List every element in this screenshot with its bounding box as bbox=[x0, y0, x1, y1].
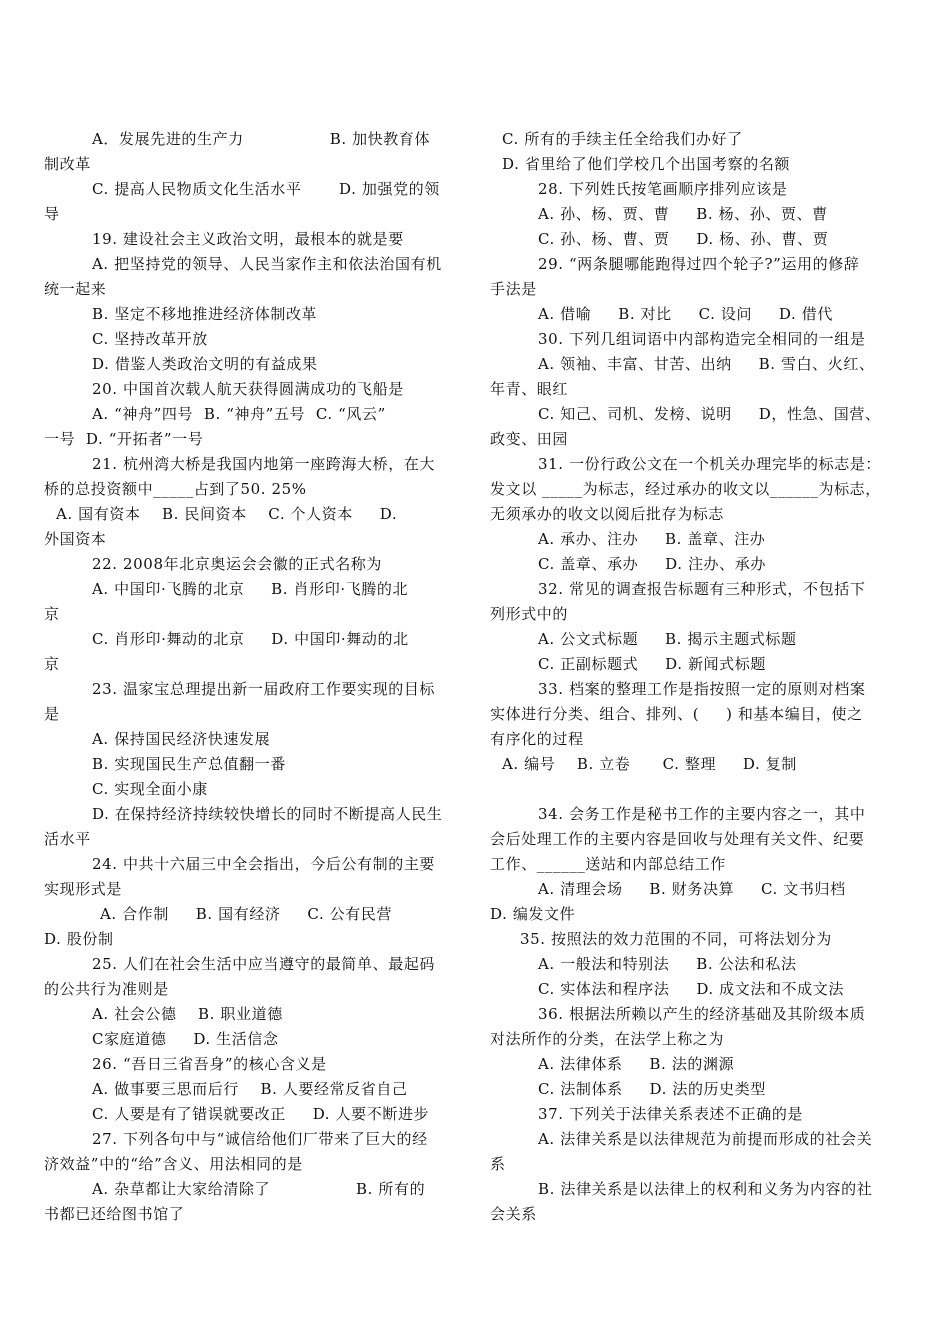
text-line: 年青、眼红 bbox=[490, 380, 569, 398]
text-line: A. 法律体系 B. 法的渊源 bbox=[538, 1055, 735, 1073]
text-line: A. 国有资本 B. 民间资本 C. 个人资本 D. bbox=[56, 505, 398, 523]
text-line: 导 bbox=[44, 205, 60, 223]
text-line: C. 实体法和程序法 D. 成文法和不成文法 bbox=[538, 980, 844, 998]
text-line: A. 合作制 B. 国有经济 C. 公有民营 bbox=[100, 905, 393, 923]
text-line: 制改革 bbox=[44, 155, 91, 173]
text-line: A. 杂草都让大家给清除了 B. 所有的 bbox=[92, 1180, 426, 1198]
text-line: D. 编发文件 bbox=[490, 905, 576, 923]
text-line: A. 公文式标题 B. 揭示主题式标题 bbox=[538, 630, 797, 648]
text-line: 政变、田园 bbox=[490, 430, 569, 448]
text-line: 实体进行分类、组合、排列、( ) 和基本编目，使之 bbox=[490, 705, 863, 723]
text-line: 30. 下列几组词语中内部构造完全相同的一组是 bbox=[538, 330, 866, 348]
text-line: 统一起来 bbox=[44, 280, 107, 298]
text-line: 26. “吾日三省吾身”的核心含义是 bbox=[92, 1055, 327, 1073]
text-line: 19. 建设社会主义政治文明，最根本的就是要 bbox=[92, 230, 404, 248]
text-line: 实现形式是 bbox=[44, 880, 123, 898]
text-line: A. 保持国民经济快速发展 bbox=[92, 730, 271, 748]
text-line: C. 正副标题式 D. 新闻式标题 bbox=[538, 655, 766, 673]
text-line: D. 省里给了他们学校几个出国考察的名额 bbox=[502, 155, 791, 173]
text-line: B. 坚定不移地推进经济体制改革 bbox=[92, 305, 318, 323]
text-line: A. 编号 B. 立卷 C. 整理 D. 复制 bbox=[502, 755, 797, 773]
text-line: A. 中国印·飞腾的北京 B. 肖形印·飞腾的北 bbox=[92, 580, 409, 598]
text-line: 20. 中国首次载人航天获得圆满成功的飞船是 bbox=[92, 380, 404, 398]
text-line: B. 法律关系是以法律上的权利和义务为内容的社 bbox=[538, 1180, 873, 1198]
text-line: 京 bbox=[44, 655, 60, 673]
text-line: 33. 档案的整理工作是指按照一定的原则对档案 bbox=[538, 680, 866, 698]
text-line: 是 bbox=[44, 705, 60, 723]
text-line: 27. 下列各句中与“诚信给他们厂带来了巨大的经 bbox=[92, 1130, 428, 1148]
text-line: A. 一般法和特别法 B. 公法和私法 bbox=[538, 955, 797, 973]
text-line: A．发展先进的生产力 B. 加快教育体 bbox=[92, 130, 431, 148]
text-line: 28. 下列姓氏按笔画顺序排列应该是 bbox=[538, 180, 788, 198]
text-line: 桥的总投资额中_____占到了50. 25% bbox=[44, 480, 307, 498]
text-line: C. 坚持改革开放 bbox=[92, 330, 208, 348]
text-line: 济效益”中的“给”含义、用法相同的是 bbox=[44, 1155, 303, 1173]
text-line: C. 人要是有了错误就要改正 D. 人要不断进步 bbox=[92, 1105, 430, 1123]
text-line: B. 实现国民生产总值翻一番 bbox=[92, 755, 286, 773]
text-line: 22. 2008年北京奥运会会徽的正式名称为 bbox=[92, 555, 382, 573]
text-line: 外国资本 bbox=[44, 530, 107, 548]
left-column bbox=[44, 127, 476, 1227]
text-line: 工作、______送站和内部总结工作 bbox=[490, 855, 726, 873]
text-line: 活水平 bbox=[44, 830, 91, 848]
text-line: 34. 会务工作是秘书工作的主要内容之一，其中 bbox=[538, 805, 866, 823]
text-line: 京 bbox=[44, 605, 60, 623]
text-line: 31. 一份行政公文在一个机关办理完毕的标志是： bbox=[538, 455, 882, 473]
text-line bbox=[490, 777, 918, 802]
text-line: C. 知己、司机、发榜、说明 D，性急、国营、 bbox=[538, 405, 881, 423]
text-line: C. 肖形印·舞动的北京 D. 中国印·舞动的北 bbox=[92, 630, 409, 648]
text-line: 一号 D. “开拓者”一号 bbox=[44, 430, 204, 448]
text-line: 手法是 bbox=[490, 280, 537, 298]
text-line: A. 做事要三思而后行 B. 人要经常反省自己 bbox=[92, 1080, 408, 1098]
text-line: 发文以 _____为标志，经过承办的收文以______为标志， bbox=[490, 480, 881, 498]
text-line: D. 借鉴人类政治文明的有益成果 bbox=[92, 355, 318, 373]
text-line: C. 所有的手续主任全给我们办好了 bbox=[502, 130, 743, 148]
text-line: A. 社会公德 B. 职业道德 bbox=[92, 1005, 283, 1023]
text-line: 25. 人们在社会生活中应当遵守的最简单、最起码 bbox=[92, 955, 436, 973]
text-line: 21. 杭州湾大桥是我国内地第一座跨海大桥，在大 bbox=[92, 455, 436, 473]
text-line: 24. 中共十六届三中全会指出，今后公有制的主要 bbox=[92, 855, 436, 873]
text-line: 列形式中的 bbox=[490, 605, 569, 623]
text-line: 37. 下列关于法律关系表述不正确的是 bbox=[538, 1105, 804, 1123]
text-line: C. 盖章、承办 D. 注办、承办 bbox=[538, 555, 766, 573]
text-line: 32. 常见的调查报告标题有三种形式，不包括下 bbox=[538, 580, 866, 598]
text-line: 会关系 bbox=[490, 1205, 537, 1223]
text-line: A. 把坚持党的领导、人民当家作主和依法治国有机 bbox=[92, 255, 442, 273]
text-line: C. 法制体系 D. 法的历史类型 bbox=[538, 1080, 766, 1098]
text-line: 35. 按照法的效力范围的不同，可将法划分为 bbox=[520, 930, 832, 948]
text-line: A. 孙、杨、贾、曹 B. 杨、孙、贾、曹 bbox=[538, 205, 828, 223]
text-line: 无须承办的收文以阅后批存为标志 bbox=[490, 505, 725, 523]
text-line: A. 法律关系是以法律规范为前提而形成的社会关 bbox=[538, 1130, 873, 1148]
text-line: C家庭道德 D. 生活信念 bbox=[92, 1030, 279, 1048]
text-line: D. 股份制 bbox=[44, 930, 114, 948]
text-line: A. 清理会场 B. 财务决算 C. 文书归档 bbox=[538, 880, 846, 898]
text-line: 会后处理工作的主要内容是回收与处理有关文件、纪要 bbox=[490, 830, 865, 848]
text-line: C. 孙、杨、曹、贾 D. 杨、孙、曹、贾 bbox=[538, 230, 829, 248]
text-line: A. 承办、注办 B. 盖章、注办 bbox=[538, 530, 766, 548]
text-line: 36. 根据法所赖以产生的经济基础及其阶级本质 bbox=[538, 1005, 866, 1023]
text-line: A. “神舟”四号 B. “神舟”五号 C. “风云” bbox=[92, 405, 386, 423]
right-column bbox=[490, 127, 918, 1227]
text-line: C. 提高人民物质文化生活水平 D. 加强党的领 bbox=[92, 180, 440, 198]
text-line: C. 实现全面小康 bbox=[92, 780, 208, 798]
text-line: 对法所作的分类，在法学上称之为 bbox=[490, 1030, 725, 1048]
text-line: D. 在保持经济持续较快增长的同时不断提高人民生 bbox=[92, 805, 443, 823]
text-line: A. 借喻 B. 对比 C. 设问 D. 借代 bbox=[538, 305, 833, 323]
text-line: 29. “两条腿哪能跑得过四个轮子?”运用的修辞 bbox=[538, 255, 860, 273]
text-line: 的公共行为准则是 bbox=[44, 980, 169, 998]
text-line: 有序化的过程 bbox=[490, 730, 584, 748]
text-line: 23. 温家宝总理提出新一届政府工作要实现的目标 bbox=[92, 680, 436, 698]
text-line: 系 bbox=[490, 1155, 506, 1173]
text-line: A. 领袖、丰富、甘苦、出纳 B. 雪白、火红、 bbox=[538, 355, 875, 373]
text-line: 书都已还给图书馆了 bbox=[44, 1205, 185, 1223]
